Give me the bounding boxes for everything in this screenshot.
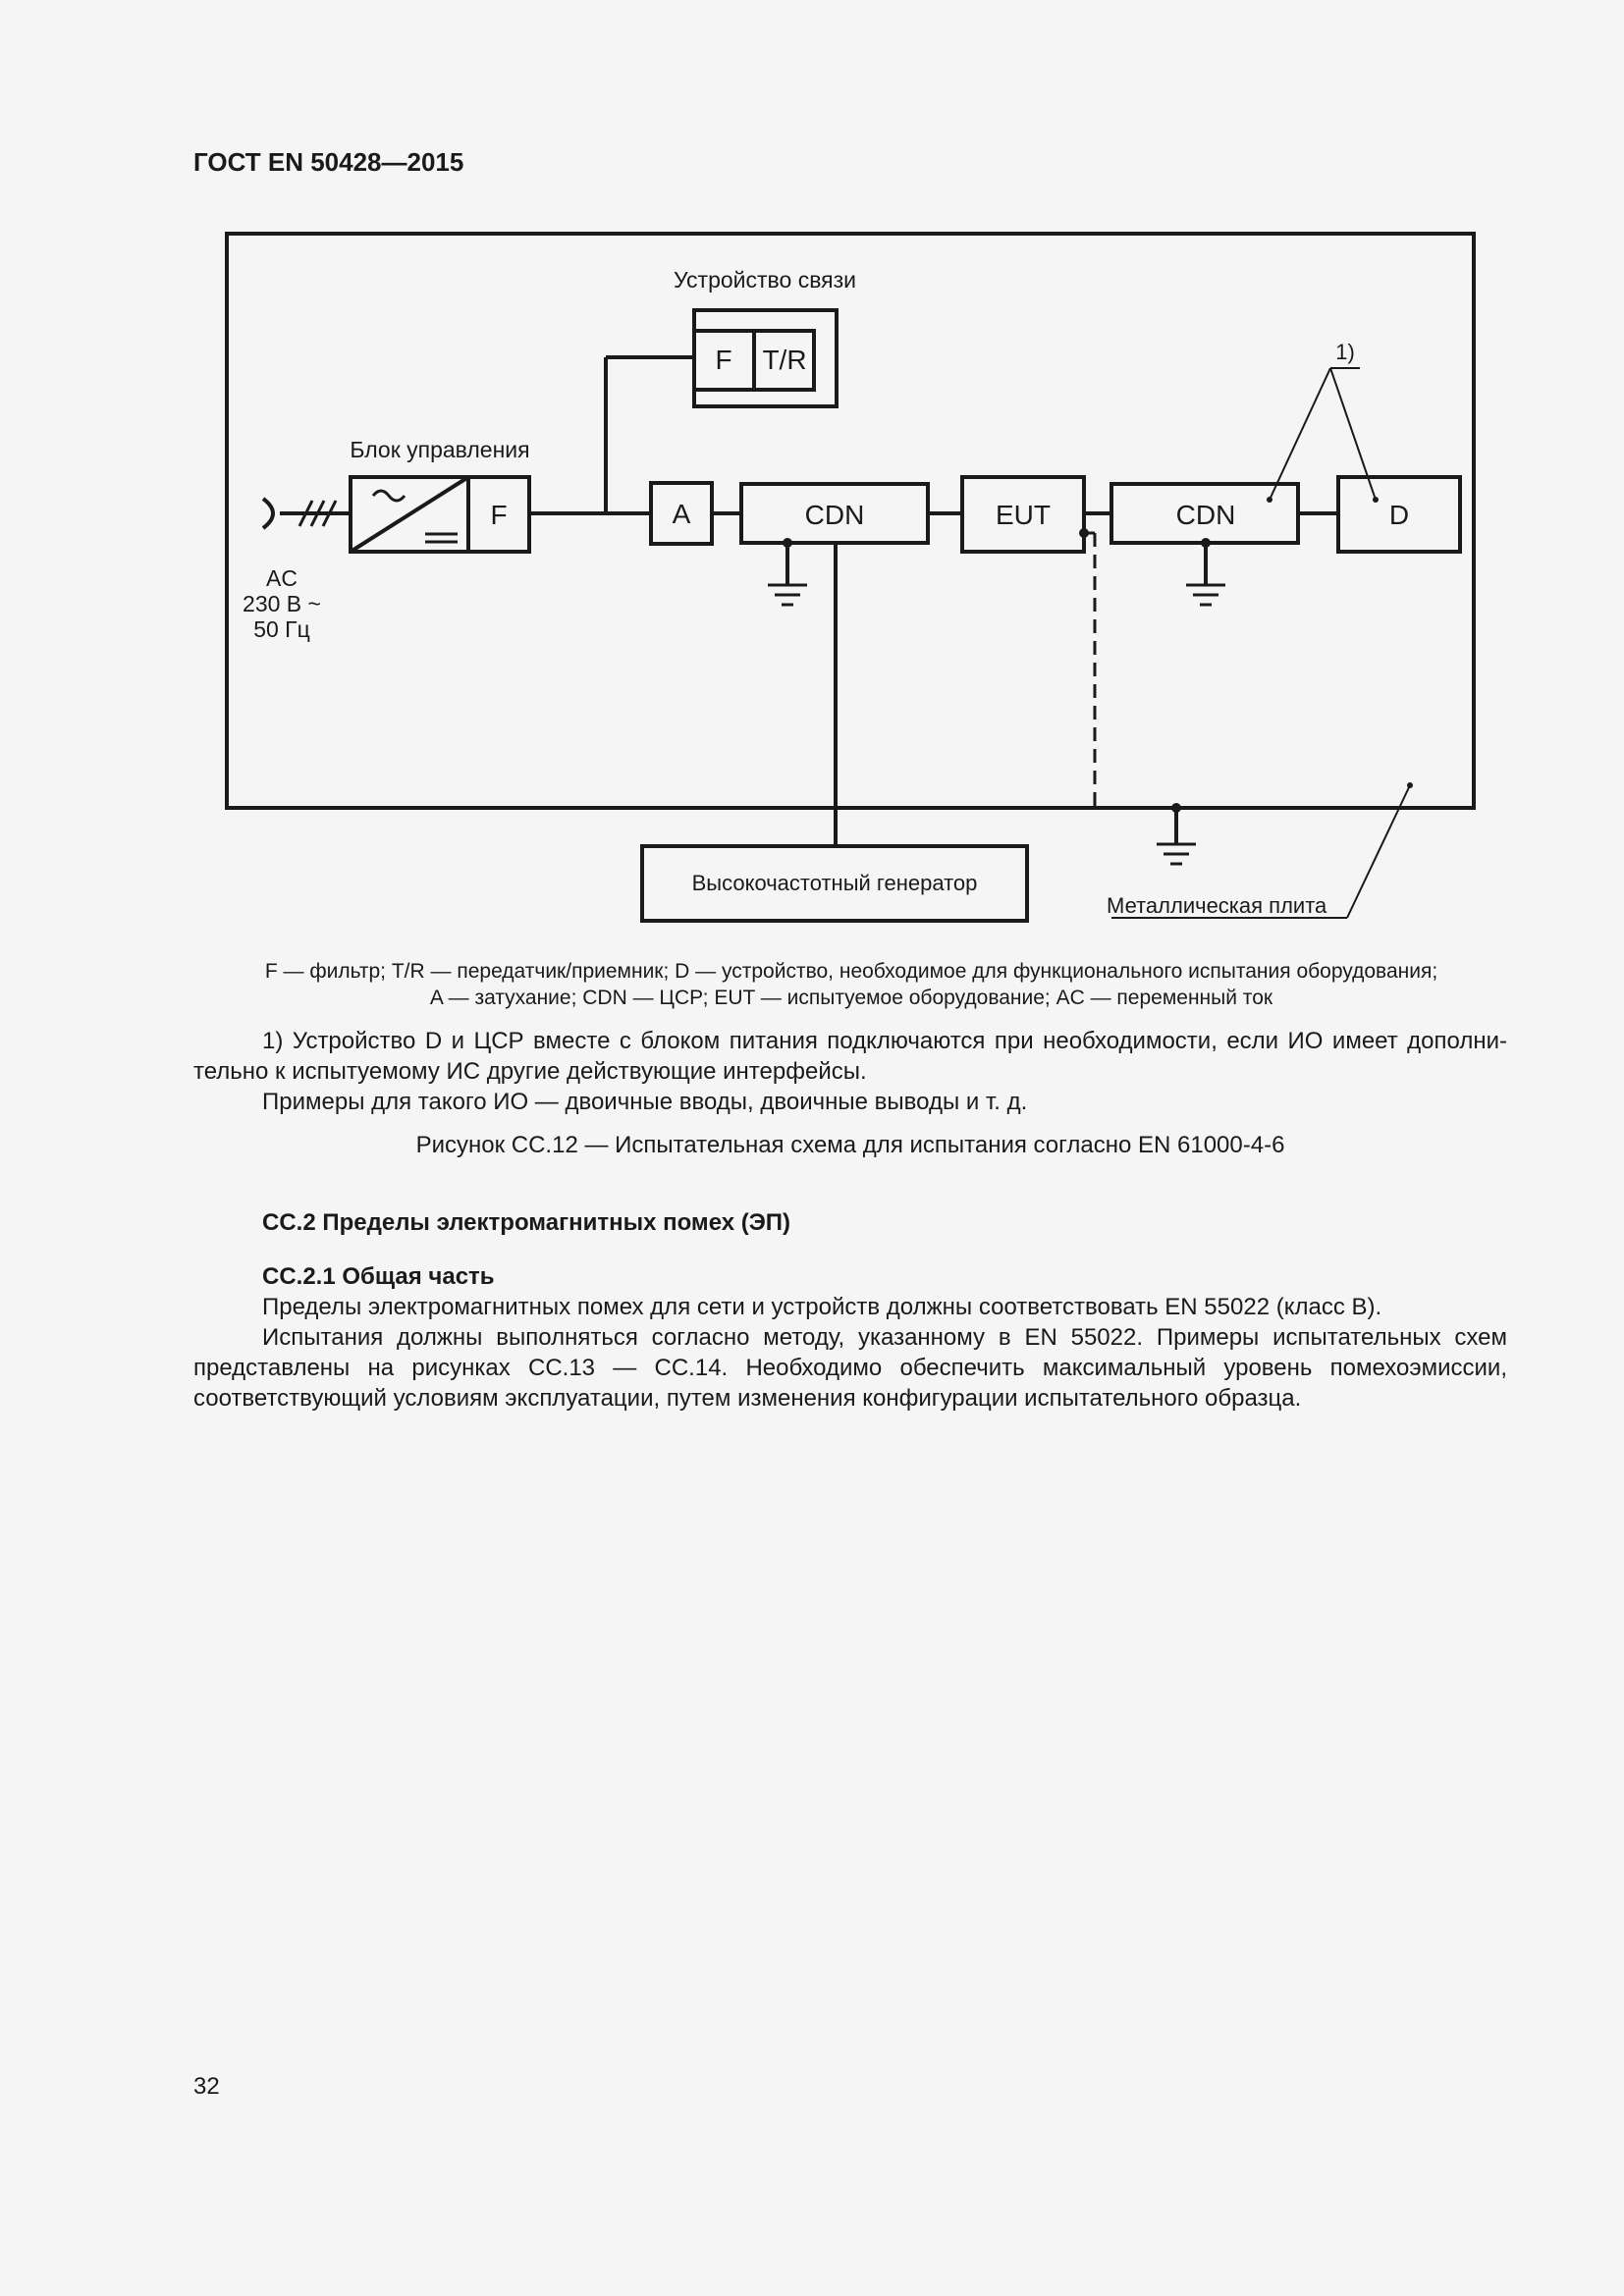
ac-label-line2: 230 В ~ bbox=[243, 591, 321, 616]
rf-generator-label: Высокочастотный генератор bbox=[691, 871, 978, 895]
figure-footnote-examples: Примеры для такого ИО — двоичные вводы, двоичные выводы и т. д. bbox=[262, 1089, 1028, 1115]
section-heading: СС.2 Пределы электромагнитных помех (ЭП) bbox=[262, 1209, 791, 1236]
comm-f-label: F bbox=[715, 345, 732, 375]
control-f-label: F bbox=[490, 500, 508, 530]
figure-footnote: 1) Устройство D и ЦСР вместе с блоком питания подключаются при необходимости, если ИО имеет дополни-тельно к испытуемому ИС другие действующие интерфейсы. bbox=[193, 1028, 1507, 1085]
test-setup-diagram bbox=[0, 0, 1624, 982]
subsection-heading: СС.2.1 Общая часть bbox=[262, 1263, 495, 1290]
metal-plate-label: Металлическая плита bbox=[1107, 893, 1327, 918]
comm-tr-label: T/R bbox=[762, 345, 807, 375]
attenuator-label: A bbox=[672, 499, 691, 529]
eut-label: EUT bbox=[996, 500, 1051, 530]
ac-label-line3: 50 Гц bbox=[253, 616, 310, 642]
comm-device-label: Устройство связи bbox=[673, 267, 857, 293]
ac-label-line1: AC bbox=[266, 565, 298, 591]
figure-caption: Рисунок СС.12 — Испытательная схема для испытания согласно EN 61000-4-6 bbox=[415, 1132, 1285, 1158]
paragraph-limits: Пределы электромагнитных помех для сети и устройств должны соответствовать EN 55022 (класс В). bbox=[262, 1294, 1382, 1320]
paragraph-tests: Испытания должны выполняться согласно методу, указанному в EN 55022. Примеры испытательных схем представлены на рисунках СС.13 — СС.14. Необходимо обеспечить максимальный уровень помехоэмиссии, соответствующий условиям эксплуатации, путем изменения конфигурации испытательного образца. bbox=[193, 1324, 1507, 1412]
cdn-left-label: CDN bbox=[804, 500, 865, 530]
figure-legend-line2: A — затухание; CDN — ЦСР; EUT — испытуемое оборудование; AC — переменный ток bbox=[429, 987, 1273, 1009]
device-d-label: D bbox=[1388, 500, 1410, 530]
document-header: ГОСТ EN 50428—2015 bbox=[193, 147, 464, 177]
control-unit-label: Блок управления bbox=[350, 437, 530, 462]
page-number: 32 bbox=[193, 2073, 220, 2100]
cdn-right-label: CDN bbox=[1175, 500, 1236, 530]
note-marker: 1) bbox=[1335, 340, 1355, 364]
figure-legend-line1: F — фильтр; T/R — передатчик/приемник; D — устройство, необходимое для функционального испытания оборудования; bbox=[264, 960, 1438, 983]
